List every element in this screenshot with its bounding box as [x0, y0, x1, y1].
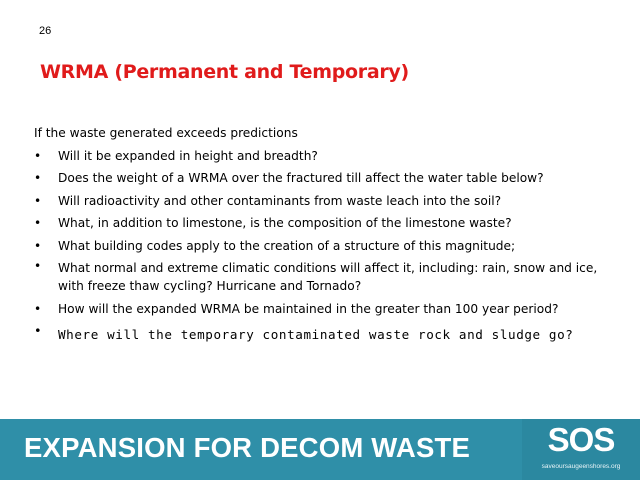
bullet-icon: •: [34, 238, 42, 253]
bullet-icon: •: [34, 259, 42, 273]
list-item: [34, 235, 614, 258]
bullet-icon: •: [34, 171, 42, 185]
list-item-text: How will the expanded WRMA be maintained in the greater than 100 year period?: [58, 302, 559, 316]
list-item-text: What normal and extreme climatic conditions will affect it, including: rain, snow and ice, with freeze thaw cycling? Hurricane and Tornado?: [58, 261, 598, 293]
list-item: [34, 145, 614, 168]
list-item-text: What, in addition to limestone, is the composition of the limestone waste?: [58, 216, 512, 230]
intro-text: If the waste generated exceeds predictions: [34, 126, 298, 140]
list-item-text: Will it be expanded in height and breadth?: [58, 148, 318, 163]
list-item-text: What building codes apply to the creation of a structure of this magnitude;: [58, 238, 516, 253]
slide-title: WRMA (Permanent and Temporary): [40, 61, 409, 83]
bullet-icon: •: [34, 302, 42, 316]
slide-body: [34, 122, 614, 345]
list-item: [34, 257, 614, 298]
bullet-icon: •: [34, 148, 42, 163]
list-item: [34, 321, 614, 345]
list-item: [34, 298, 614, 321]
footer-banner: [0, 419, 640, 480]
page-number: 26: [39, 25, 52, 37]
bullet-icon: •: [34, 193, 42, 208]
list-item: [34, 167, 614, 190]
list-item-text: Will radioactivity and other contaminants from waste leach into the soil?: [58, 193, 502, 208]
footer-title: EXPANSION FOR DECOM WASTE: [24, 432, 471, 463]
list-item-text: Where will the temporary contaminated waste rock and sludge go?: [58, 326, 574, 342]
bullet-list: [34, 145, 614, 345]
list-item: [34, 212, 614, 235]
bullet-icon: •: [34, 216, 42, 230]
sos-logo: [522, 419, 640, 480]
logo-wordmark: SOS: [547, 421, 615, 458]
list-item: [34, 190, 614, 213]
list-item-text: Does the weight of a WRMA over the fractured till affect the water table below?: [58, 171, 544, 185]
bullet-icon: •: [34, 322, 43, 338]
logo-url: saveoursaugeenshores.org: [541, 463, 621, 470]
